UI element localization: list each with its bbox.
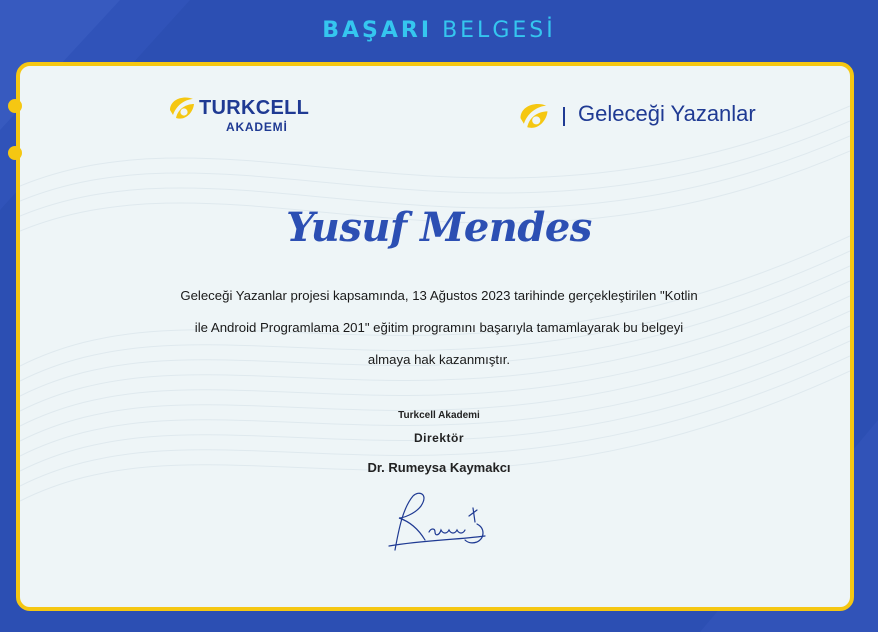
- body-line: ile Android Programlama 201" eğitim programını başarıyla tamamlayarak bu belgeyi: [194, 320, 684, 335]
- certificate-body: [130, 280, 748, 376]
- certificate-title: [0, 18, 878, 43]
- certificate-title-rest: BELGESİ: [442, 18, 556, 43]
- gelecegi-yazanlar-logo: [516, 99, 756, 140]
- body-line: Geleceği Yazanlar projesi kapsamında, 13 Ağustos 2023 tarihinde gerçekleştirilen "Kotlin: [180, 288, 698, 303]
- turkcell-leaf-icon: [166, 93, 198, 125]
- logo-divider: [563, 107, 565, 126]
- turkcell-akademi-logo: [166, 93, 310, 134]
- recipient-name: Yusuf Mendes: [286, 204, 592, 251]
- turkcell-leaf-icon: [516, 99, 552, 135]
- certificate-title-bold: BAŞARI: [322, 18, 433, 43]
- program-wordmark: Geleceği Yazanlar: [578, 101, 756, 126]
- signatory-name: Dr. Rumeysa Kaymakcı: [367, 460, 511, 475]
- decorative-dot-bottom: [8, 146, 22, 160]
- body-line: almaya hak kazanmıştır.: [367, 352, 511, 367]
- signatory-role: Direktör: [413, 431, 464, 445]
- decorative-dot-top: [8, 99, 22, 113]
- handwritten-signature: [385, 488, 495, 560]
- akademi-wordmark: AKADEMİ: [226, 120, 288, 134]
- signatory-organization: Turkcell Akademi: [398, 410, 480, 421]
- turkcell-wordmark: TURKCELL: [199, 97, 310, 119]
